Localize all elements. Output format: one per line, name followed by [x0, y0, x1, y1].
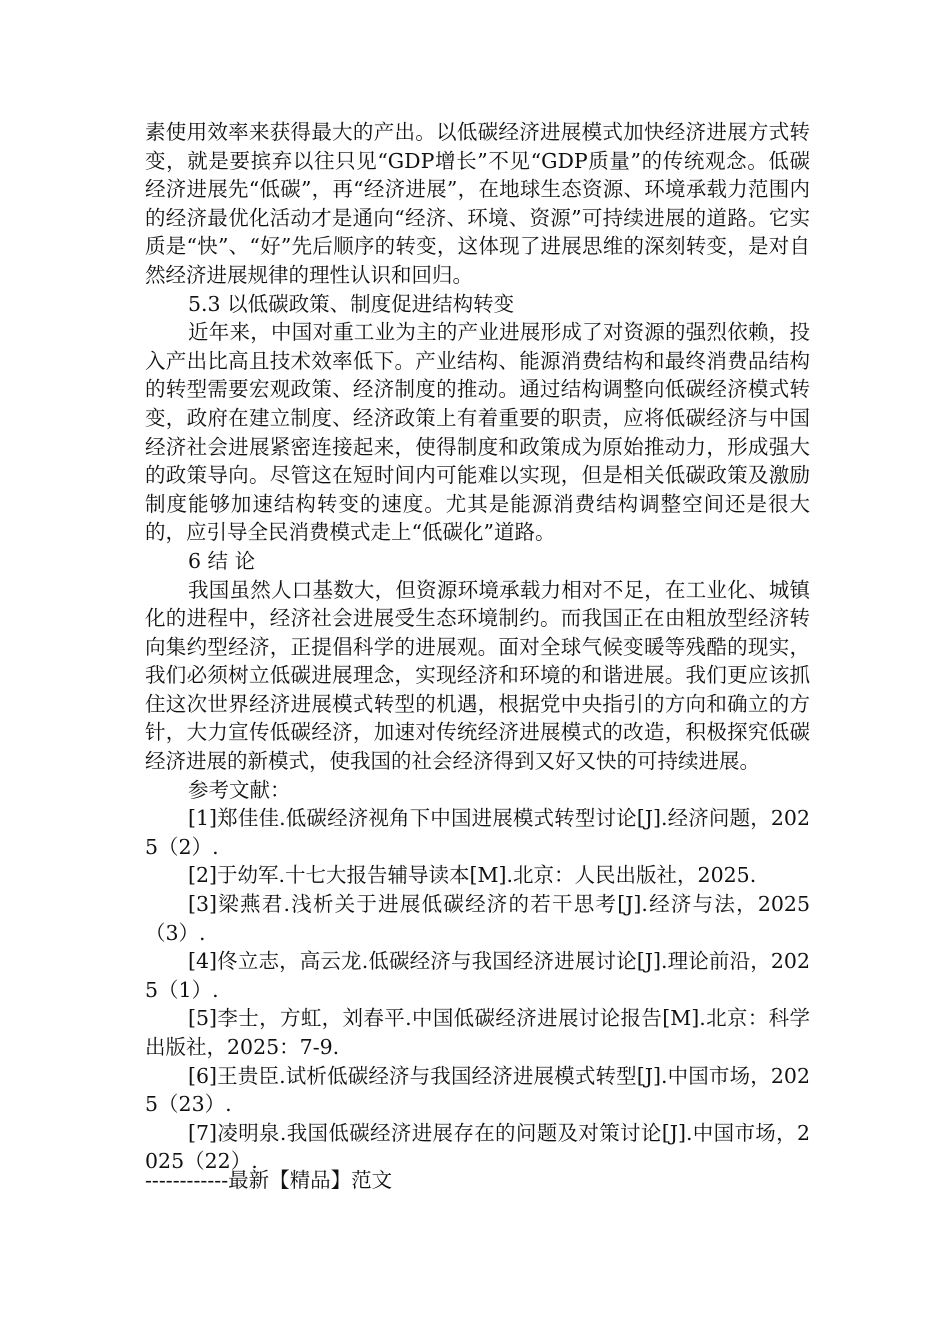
paragraph-policy: 近年来，中国对重工业为主的产业进展形成了对资源的强烈依赖，投入产出比高且技术效率低下。产业结构、能源消费结构和最终消费品结构的转型需要宏观政策、经济制度的推动。通过结构调整向低碳经济模式转变，政府在建立制度、经济政策上有着重要的职责，应将低碳经济与中国经济社会进展紧密连接起来，使得制度和政策成为原始推动力，形成强大的政策导向。尽管这在短时间内可能难以实现，但是相关低碳政策及激励制度能够加速结构转变的速度。尤其是能源消费结构调整空间还是很大的，应引导全民消费模式走上“低碳化”道路。 — [145, 320, 810, 545]
reference-item: [2]于幼军.十七大报告辅导读本[M].北京：人民出版社，2025. — [188, 863, 757, 888]
reference-item: [1]郑佳佳.低碳经济视角下中国进展模式转型讨论[J].经济问题，2025（2）. — [145, 806, 810, 859]
section-heading-6: 6 结 论 — [188, 548, 256, 573]
reference-item: [3]梁燕君.浅析关于进展低碳经济的若干思考[J].经济与法，2025（3）. — [145, 892, 810, 945]
section-heading-5-3: 5.3 以低碳政策、制度促进结构转变 — [188, 291, 515, 316]
reference-item: [7]凌明泉.我国低碳经济进展存在的问题及对策讨论[J].中国市场，2025（22）. — [145, 1120, 810, 1174]
paragraph-efficiency: 素使用效率来获得最大的产出。以低碳经济进展模式加快经济进展方式转变，就是要摈弃以往只见“GDP增长”不见“GDP质量”的传统观念。低碳经济进展先“低碳”，再“经济进展”，在地球生态资源、环境承载力范围内的经济最优化活动才是通向“经济、环境、资源”可持续进展的道路。它实质是“快”、“好”先后顺序的转变，这体现了进展思维的深刻转变，是对自然经济进展规律的理性认识和回归。 — [145, 120, 810, 287]
reference-item: [4]佟立志，高云龙.低碳经济与我国经济进展讨论[J].理论前沿，2025（1）. — [145, 949, 810, 1002]
references-heading: 参考文献： — [188, 777, 291, 802]
document-body — [145, 118, 810, 1176]
paragraph-conclusion: 我国虽然人口基数大，但资源环境承载力相对不足，在工业化、城镇化的进程中，经济社会进展受生态环境制约。而我国正在由粗放型经济转向集约型经济，正提倡科学的进展观。面对全球气候变暖等残酷的现实，我们必须树立低碳进展理念，实现经济和环境的和谐进展。我们更应该抓住这次世界经济进展模式转型的机遇，根据党中央指引的方向和确立的方针，大力宣传低碳经济，加速对传统经济进展模式的改造，积极探究低碳经济进展的新模式，使我国的社会经济得到又好又快的可持续进展。 — [145, 577, 810, 774]
footer-banner: ------------最新【精品】范文 — [145, 1168, 393, 1192]
reference-item: [6]王贵臣.试析低碳经济与我国经济进展模式转型[J].中国市场，2025（23）. — [145, 1063, 810, 1117]
reference-item: [5]李士，方虹，刘春平.中国低碳经济进展讨论报告[M].北京：科学出版社，2025：7-9. — [145, 1006, 810, 1059]
